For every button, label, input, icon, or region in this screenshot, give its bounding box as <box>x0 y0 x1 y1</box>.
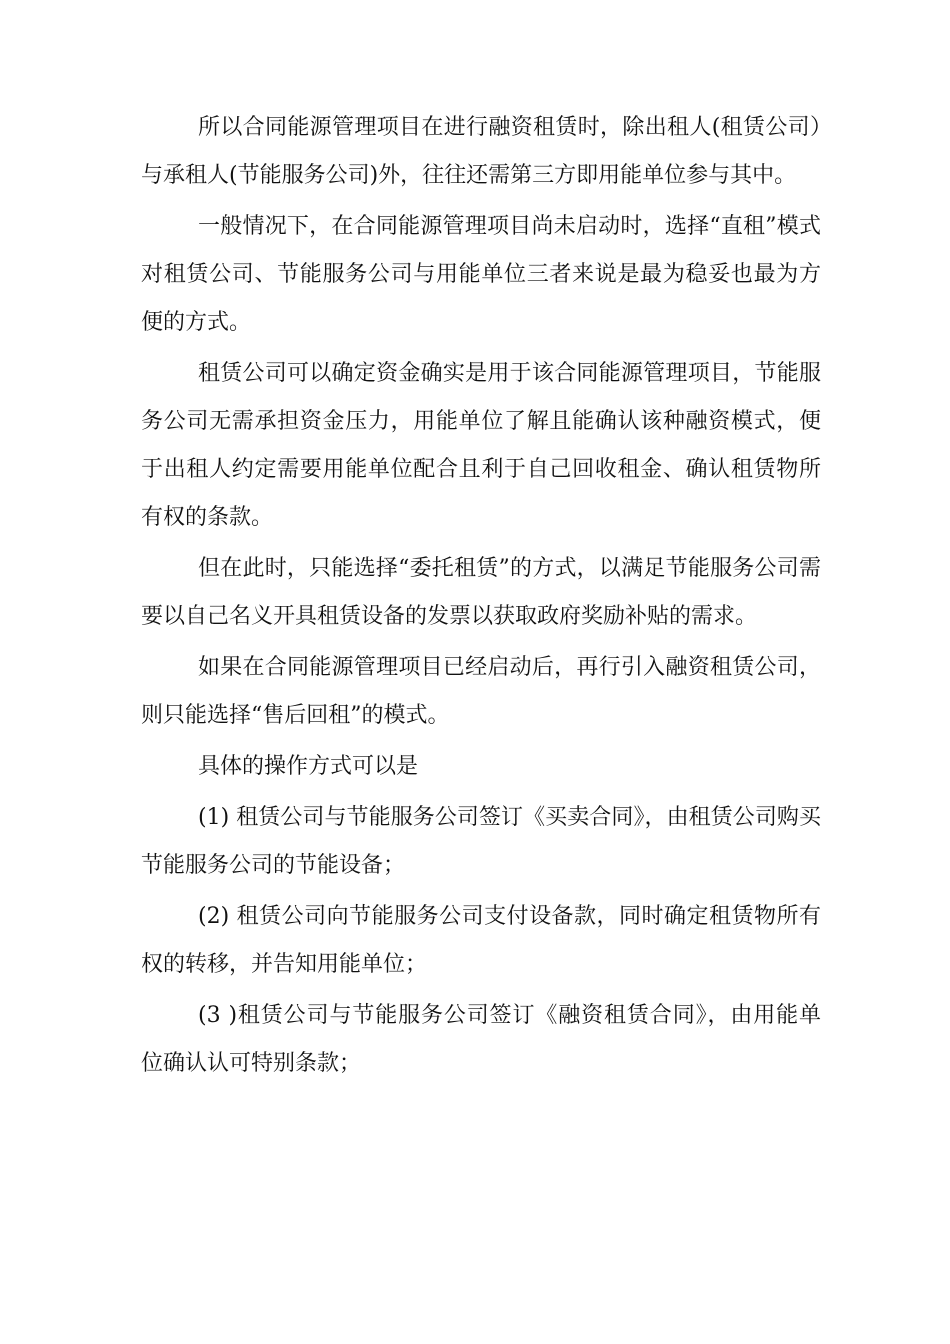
paragraph-leaseback: 如果在合同能源管理项目已经启动后，再行引入融资租赁公司， 则只能选择“售后回租”的模式。 <box>141 655 821 728</box>
paragraph-lessor-benefits: 租赁公司可以确定资金确实是用于该合同能源管理项目，节能服务公司无需承担资金压力，用能单位了解且能确认该种融资模式，便于出租人约定需要用能单位配合且利于自己回收租金、确认租赁物所有权的条款。 <box>141 361 821 530</box>
paragraph-operation-intro: 具体的操作方式可以是 <box>198 754 419 779</box>
paragraph-financing-parties: 所以合同能源管理项目在进行融资租赁时，除出租人(租赁公司）与承租人(节能服务公司)外，往往还需第三方即用能单位参与其中。 <box>141 115 821 188</box>
list-item-step-3: (3 )租赁公司与节能服务公司签订《融资租赁合同》，由用能单 位确认认可特别条款； <box>141 1003 821 1076</box>
list-item-step-2: (2) 租赁公司向节能服务公司支付设备款，同时确定租赁物所有权的转移，并告知用能单位； <box>141 904 821 977</box>
paragraph-entrusted-lease: 但在此时，只能选择“委托租赁”的方式，以满足节能服务公司需要以自己名义开具租赁设备的发票以获取政府奖励补贴的需求。 <box>141 556 821 629</box>
document-body <box>141 104 821 1091</box>
list-item-step-1: (1) 租赁公司与节能服务公司签订《买卖合同》，由租赁公司购买节能服务公司的节能设备； <box>141 805 821 878</box>
paragraph-direct-lease: 一般情况下，在合同能源管理项目尚未启动时，选择“直租”模式对租赁公司、节能服务公司与用能单位三者来说是最为稳妥也最为方便的方式。 <box>141 214 821 335</box>
